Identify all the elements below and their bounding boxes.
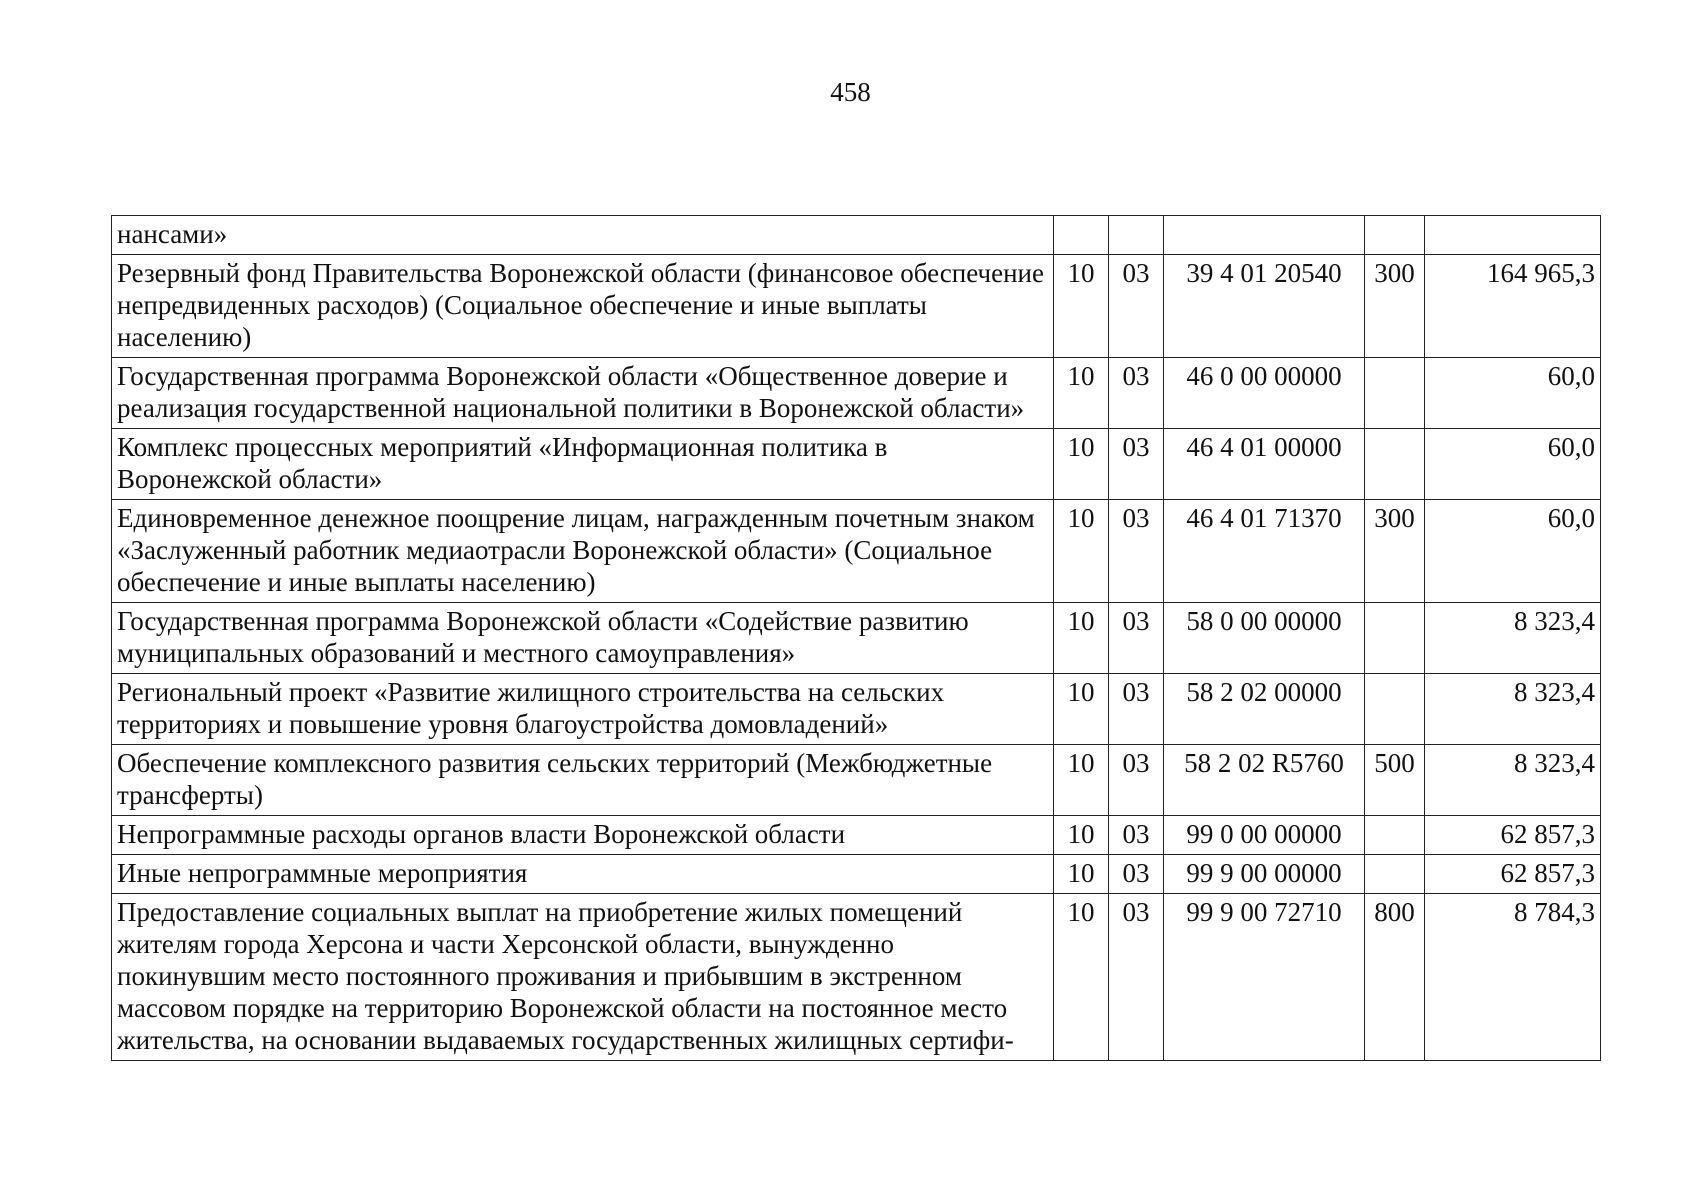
row-name-cell: Государственная программа Воронежской области «Общественное доверие и реализация государственной национальной политики в Воронежской области» [112,358,1054,429]
row-section-cell: 10 [1054,358,1109,429]
row-section-cell: 10 [1054,255,1109,358]
row-subsection-cell: 03 [1109,429,1164,500]
row-name-cell: нансами» [112,216,1054,255]
row-subsection-cell: 03 [1109,358,1164,429]
table-row [112,603,1601,674]
row-section-cell: 10 [1054,674,1109,745]
row-target-article-cell: 58 0 00 00000 [1164,603,1365,674]
row-name-cell: Иные непрограммные мероприятия [112,855,1054,894]
row-amount-cell: 8 784,3 [1425,894,1601,1061]
row-section-cell: 10 [1054,429,1109,500]
table-row [112,674,1601,745]
row-section-cell: 10 [1054,500,1109,603]
row-target-article-cell: 46 0 00 00000 [1164,358,1365,429]
row-subsection-cell: 03 [1109,255,1164,358]
row-target-article-cell [1164,216,1365,255]
row-target-article-cell: 58 2 02 R5760 [1164,745,1365,816]
row-expense-type-cell [1365,358,1425,429]
row-section-cell: 10 [1054,894,1109,1061]
row-expense-type-cell: 500 [1365,745,1425,816]
row-expense-type-cell [1365,855,1425,894]
row-target-article-cell: 58 2 02 00000 [1164,674,1365,745]
row-target-article-cell: 46 4 01 71370 [1164,500,1365,603]
row-target-article-cell: 39 4 01 20540 [1164,255,1365,358]
row-section-cell: 10 [1054,603,1109,674]
row-amount-cell: 60,0 [1425,500,1601,603]
row-subsection-cell: 03 [1109,603,1164,674]
row-target-article-cell: 46 4 01 00000 [1164,429,1365,500]
row-subsection-cell: 03 [1109,674,1164,745]
table-row [112,429,1601,500]
row-name-cell: Комплекс процессных мероприятий «Информационная политика в Воронежской области» [112,429,1054,500]
row-section-cell: 10 [1054,855,1109,894]
row-subsection-cell [1109,216,1164,255]
row-name-cell: Предоставление социальных выплат на приобретение жилых помещений жителям города Херсона и части Херсонской области, вынужденно покинувшим место постоянного проживания и прибывшим в экстренном массовом порядке на территорию Воронежской области на постоянное место жительства, на основании выдаваемых государственных жилищных сертифи- [112,894,1054,1061]
row-subsection-cell: 03 [1109,816,1164,855]
row-amount-cell: 60,0 [1425,429,1601,500]
row-name-cell: Непрограммные расходы органов власти Воронежской области [112,816,1054,855]
row-name-cell: Обеспечение комплексного развития сельских территорий (Межбюджетные трансферты) [112,745,1054,816]
table-row [112,816,1601,855]
table-row [112,745,1601,816]
row-subsection-cell: 03 [1109,500,1164,603]
table-row [112,255,1601,358]
row-expense-type-cell [1365,603,1425,674]
row-expense-type-cell [1365,216,1425,255]
row-expense-type-cell: 300 [1365,500,1425,603]
row-target-article-cell: 99 9 00 00000 [1164,855,1365,894]
row-expense-type-cell: 300 [1365,255,1425,358]
budget-table [111,215,1601,1061]
row-expense-type-cell [1365,674,1425,745]
row-target-article-cell: 99 0 00 00000 [1164,816,1365,855]
table-row [112,500,1601,603]
row-amount-cell: 62 857,3 [1425,855,1601,894]
table-row [112,358,1601,429]
row-subsection-cell: 03 [1109,745,1164,816]
row-name-cell: Государственная программа Воронежской области «Содействие развитию муниципальных образований и местного самоуправления» [112,603,1054,674]
row-target-article-cell: 99 9 00 72710 [1164,894,1365,1061]
row-amount-cell: 8 323,4 [1425,603,1601,674]
row-amount-cell: 8 323,4 [1425,674,1601,745]
row-subsection-cell: 03 [1109,894,1164,1061]
row-name-cell: Единовременное денежное поощрение лицам, награжденным почетным знаком «Заслуженный работник медиаотрасли Воронежской области» (Социальное обеспечение и иные выплаты населению) [112,500,1054,603]
row-expense-type-cell [1365,816,1425,855]
row-section-cell [1054,216,1109,255]
table-row [112,855,1601,894]
row-section-cell: 10 [1054,816,1109,855]
table-row [112,216,1601,255]
row-name-cell: Региональный проект «Развитие жилищного строительства на сельских территориях и повышение уровня благоустройства домовладений» [112,674,1054,745]
row-section-cell: 10 [1054,745,1109,816]
table-row [112,894,1601,1061]
row-amount-cell: 164 965,3 [1425,255,1601,358]
row-expense-type-cell [1365,429,1425,500]
row-amount-cell: 62 857,3 [1425,816,1601,855]
row-amount-cell: 8 323,4 [1425,745,1601,816]
row-amount-cell [1425,216,1601,255]
row-expense-type-cell: 800 [1365,894,1425,1061]
row-name-cell: Резервный фонд Правительства Воронежской области (финансовое обеспечение непредвиденных расходов) (Социальное обеспечение и иные выплаты населению) [112,255,1054,358]
row-subsection-cell: 03 [1109,855,1164,894]
row-amount-cell: 60,0 [1425,358,1601,429]
page-number: 458 [830,77,871,107]
